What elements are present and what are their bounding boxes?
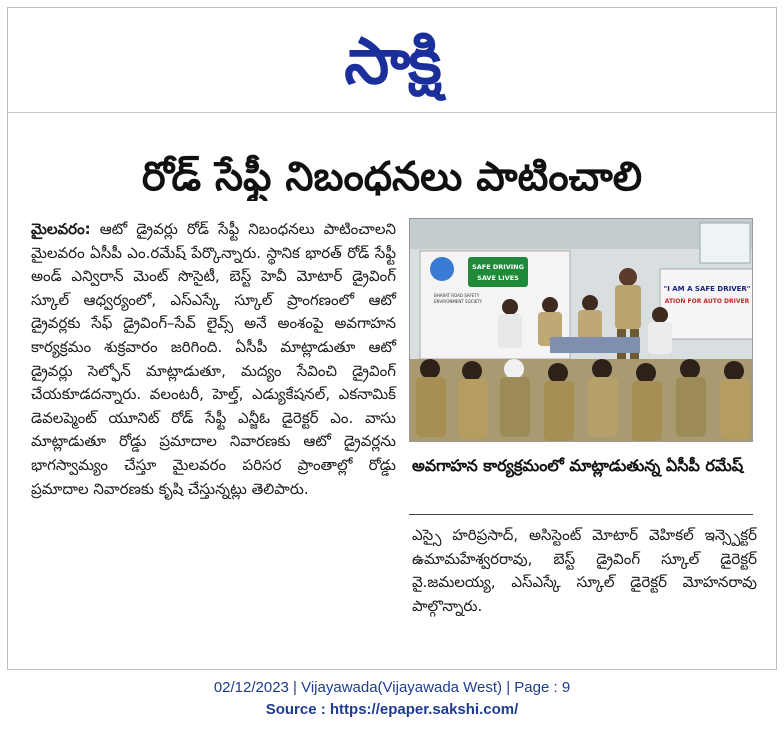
article-headline: రోడ్ సేఫ్టీ నిబంధనలు పాటించాలి <box>141 154 643 200</box>
svg-text:SAVE LIVES: SAVE LIVES <box>477 274 519 282</box>
photo-caption: అవగాహన కార్యక్రమంలో మాట్లాడుతున్న ఏసీపీ రమేష్ <box>412 456 744 475</box>
svg-text:ATION FOR AUTO DRIVER: ATION FOR AUTO DRIVER <box>664 298 750 305</box>
footer-source: Source : https://epaper.sakshi.com/ <box>265 701 519 718</box>
footer-meta: 02/12/2023 | Vijayawada(Vijayawada West) | Page : 9 <box>213 679 571 696</box>
event-photo <box>409 218 753 442</box>
caption-divider <box>409 514 753 515</box>
sakshi-logo: సాక్షి <box>344 25 440 99</box>
svg-text:"I AM A SAFE DRIVER": "I AM A SAFE DRIVER" <box>663 285 751 293</box>
masthead <box>8 18 776 106</box>
masthead-divider <box>8 112 776 113</box>
news-clipping <box>7 7 777 670</box>
svg-text:BHARAT ROAD SAFETY: BHARAT ROAD SAFETY <box>434 293 480 298</box>
article-body-right: ఎస్సై హరిప్రసాద్, అసిస్టెంట్ మోటార్ వెహికల్ ఇన్స్పెక్టర్ ఉమామహేశ్వరరావు, బెస్ట్ డ్రైవింగ్ స్కూల్ డైరెక్టర్ వై.జమలయ్య, ఎస్ఎస్కే స్కూల్ డైరెక్టర్ మోహనరావు పాల్గొన్నారు. <box>412 526 757 615</box>
right-banner <box>660 269 753 339</box>
audience <box>410 359 753 442</box>
svg-text:ENVIRONMENT SOCIETY: ENVIRONMENT SOCIETY <box>434 299 483 304</box>
body-left-text: ఆటో డ్రైవర్లు రోడ్ సేఫ్టీ నిబంధనలు పాటించాలని మైలవరం ఏసీపీ ఎం.రమేష్ పేర్కొన్నారు. స్థానిక భారత్ రోడ్ సేఫ్టీ అండ్ ఎన్విరాన్ మెంట్ సొసైటీ, బెస్ట్ హెవీ మోటార్ డ్రైవింగ్ స్కూల్ ఆధ్వర్యంలో, ఎస్ఎస్కే స్కూల్ ప్రాంగణంలో ఆటో డ్రైవర్లకు సేఫ్ డ్రైవింగ్–సేవ్ లైవ్స్ అనే అంశంపై అవగాహన కార్యక్రమం శుక్రవారం జరిగింది. ఏసీపీ మాట్లాడుతూ ఆటో డ్రైవర్లు సెల్ఫోన్ మాట్లాడుతూ, మద్యం సేవించి డ్రైవింగ్ చేయకూడదన్నారు. వలంటరీ, హెల్త్, ఎడ్యుకేషనల్, ఎకనామిక్ డెవలప్మెంట్ యూనిట్ రోడ్ సేఫ్టీ ఎన్జీఓ డైరెక్టర్ ఎం. వాసు మాట్లాడుతూ రోడ్డు ప్రమాదాల నివారణకు ఆటో డ్రైవర్లను భాగస్వామ్యం చేస్తూ మైలవరం పరిసర ప్రాంతాల్లో రోడ్డు ప్రమాదాల నివారణకు కృషి చేస్తున్నట్లు తెలిపారు. <box>31 220 396 498</box>
article-body-left <box>31 218 396 501</box>
dateline: మైలవరం: <box>31 220 91 238</box>
svg-text:SAFE DRIVING: SAFE DRIVING <box>472 263 524 271</box>
footer <box>0 677 784 721</box>
